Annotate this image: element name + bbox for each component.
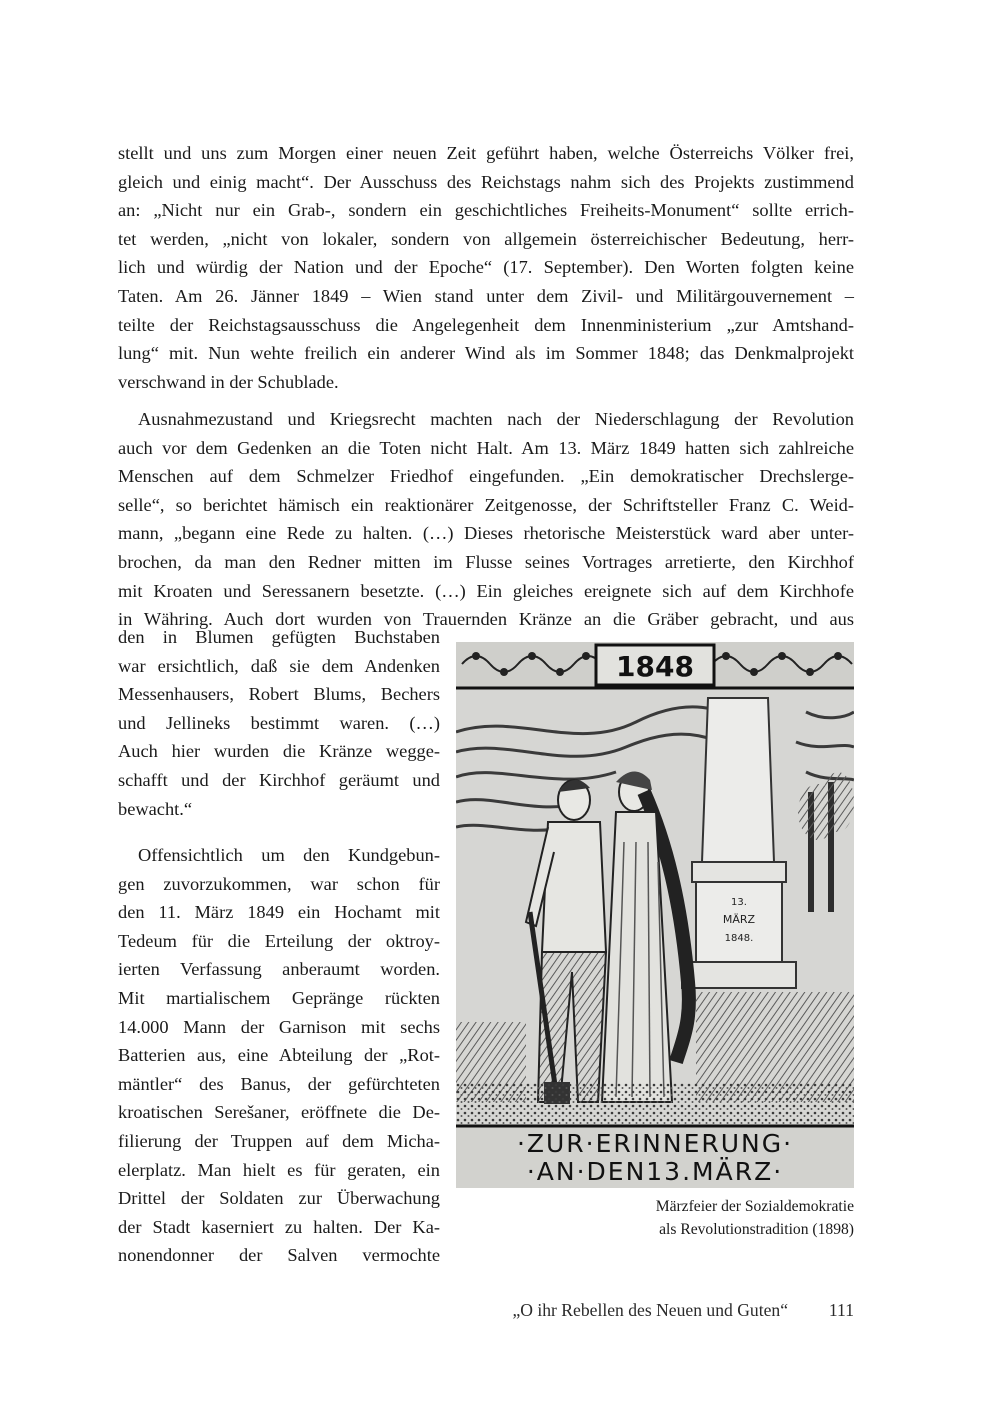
paragraph-2-continued: [118, 623, 440, 823]
caption-line-2: als Revolutionstradition (1898): [659, 1220, 854, 1238]
caption-line-1: Märzfeier der Sozialdemokratie: [655, 1198, 854, 1215]
text-line: ierten Verfassung anberaumt worden.: [118, 959, 440, 980]
text-line: Taten. Am 26. Jänner 1849 – Wien stand unter dem Zivil- und Militärgouvernement –: [118, 285, 854, 306]
text-line: tet werden, „nicht von lokaler, sondern von allgemein österreichischer Bedeutung, herr-: [118, 228, 854, 249]
text-line: Mit martialischem Gepränge rückten: [118, 987, 440, 1008]
text-line: gleich und einig macht“. Der Ausschuss des Reichstags nahm sich des Projekts zustimmend: [118, 171, 854, 192]
paragraph-1: [118, 139, 854, 396]
text-line: nonendonner der Salven vermochte: [118, 1245, 440, 1266]
text-line: filierung der Truppen auf dem Micha-: [118, 1130, 440, 1151]
text-line: lung“ mit. Nun wehte freilich ein anderer Wind als im Sommer 1848; das Denkmalprojekt: [118, 343, 854, 364]
text-line: mäntler“ des Banus, der gefürchteten: [118, 1073, 440, 1094]
year-banner: 1848: [616, 650, 694, 683]
illustration-caption-line-2: ·AN·DEN13.MÄRZ·: [526, 1157, 784, 1186]
illustration-caption-line-1: ·ZUR·ERINNERUNG·: [516, 1129, 794, 1158]
text-line: war ersichtlich, daß sie dem Andenken: [118, 655, 440, 676]
text-line: Batterien aus, eine Abteilung der „Rot-: [118, 1045, 440, 1066]
text-line: brochen, da man den Redner mitten im Flusse seines Vortrages arretierte, den Kirchhof: [118, 551, 854, 572]
paragraph-3: [118, 841, 440, 1270]
text-line: Ausnahmezustand und Kriegsrecht machten nach der Niederschlagung der Revolution: [138, 409, 854, 429]
text-line: Drittel der Soldaten zur Überwachung: [118, 1188, 440, 1209]
text-line: lich und würdig der Nation und der Epoche“ (17. September). Den Worten folgten keine: [118, 257, 854, 278]
text-line: mit Kroaten und Seressanern besetzte. (…) Ein gleiches ereignete sich auf dem Kirchhofe: [118, 580, 854, 601]
monument-inscription-3: 1848.: [724, 933, 754, 944]
text-line: Messenhausers, Robert Blums, Bechers: [118, 684, 440, 705]
monument-inscription-2: MÄRZ: [722, 913, 756, 926]
text-line: teilte der Reichstagsausschuss die Angelegenheit dem Innenministerium „zur Amtshand-: [118, 314, 854, 335]
text-line: Tedeum für die Erteilung der oktroy-: [118, 930, 440, 951]
text-line: kroatischen Serešaner, eröffnete die De-: [118, 1102, 440, 1123]
text-line: Auch hier wurden die Kränze wegge-: [118, 741, 440, 762]
illustration-drawing: [456, 642, 854, 1188]
text-line: bewacht.“: [118, 798, 193, 819]
monument-inscription-1: 13.: [731, 897, 747, 908]
running-head: „O ihr Rebellen des Neuen und Guten“: [512, 1300, 788, 1320]
text-line: selle“, so berichtet hämisch ein reaktionärer Zeitgenosse, der Schriftsteller Franz C. Weid-: [118, 494, 854, 515]
text-line: 14.000 Mann der Garnison mit sechs: [118, 1016, 440, 1037]
text-line: in Währing. Auch dort wurden von Trauernden Kränze an die Gräber gebracht, und aus: [118, 609, 854, 630]
text-line: Offensichtlich um den Kundgebun-: [138, 845, 440, 865]
page-number: 111: [828, 1300, 854, 1320]
illustration-maerzfeier: [456, 642, 854, 1188]
text-line: mann, „begann eine Rede zu halten. (…) Dieses rhetorische Meisterstück ward aber unter-: [118, 523, 854, 544]
text-line: elerplatz. Man hielt es für geraten, ein: [118, 1159, 440, 1180]
text-line: verschwand in der Schublade.: [118, 371, 339, 392]
text-line: an: „Nicht nur ein Grab-, sondern ein geschichtliches Freiheits-Monument“ sollte errich-: [118, 200, 854, 221]
text-line: gen zuvorzukommen, war schon für: [118, 873, 440, 894]
text-line: der Stadt kaserniert zu halten. Der Ka-: [118, 1216, 440, 1237]
text-line: auch vor dem Gedenken an die Toten nicht Halt. Am 13. März 1849 hatten sich zahlreiche: [118, 437, 854, 458]
text-line: stellt und uns zum Morgen einer neuen Zeit geführt haben, welche Österreichs Völker frei,: [118, 143, 854, 163]
text-line: den 11. März 1849 ein Hochamt mit: [118, 902, 440, 923]
paragraph-2: [118, 405, 854, 634]
text-line: Menschen auf dem Schmelzer Friedhof eingefunden. „Ein demokratischer Drechslerge-: [118, 466, 854, 487]
figure-caption: [560, 1196, 854, 1241]
text-line: den in Blumen gefügten Buchstaben: [118, 627, 440, 647]
text-line: und Jellineks bestimmt waren. (…): [118, 712, 440, 733]
text-line: schafft und der Kirchhof geräumt und: [118, 769, 440, 790]
